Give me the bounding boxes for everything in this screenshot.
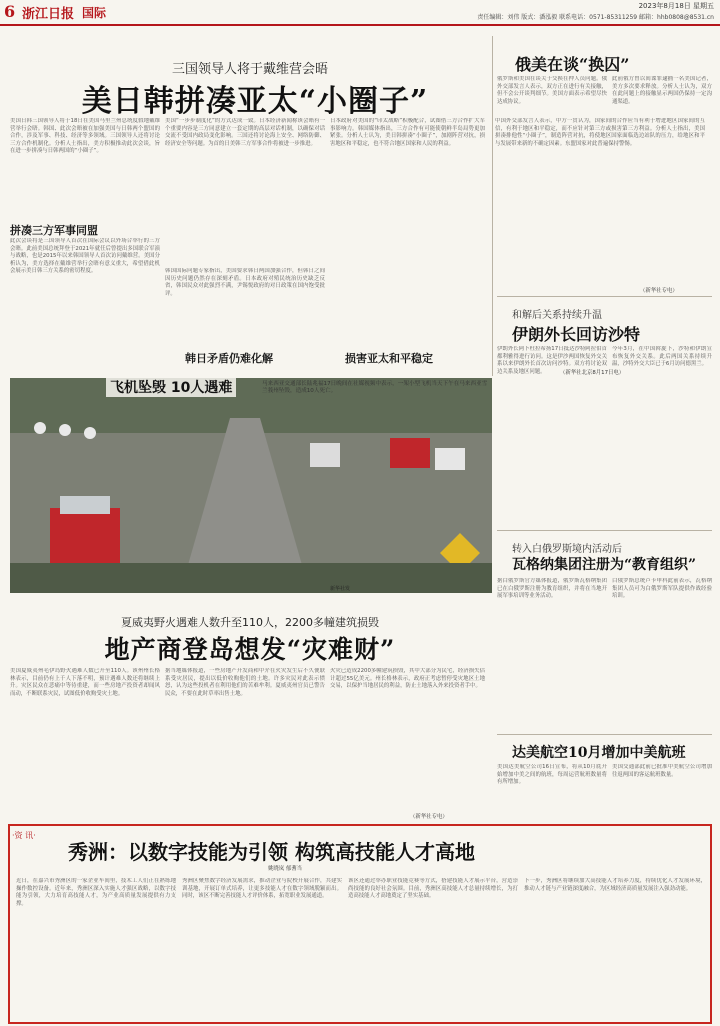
- right-2-body: 伊朗外长阿卜杜拉希扬17日抵达沙特阿拉伯首都利雅得进行访问。这是伊沙两国恢复外交关系以来伊朗外长首次访问沙特。双方将讨论双边关系及地区问题。: [497, 346, 607, 375]
- lead-body: 美国日韩三国领导人将于18日在美国马里兰州总统度假地戴维营举行会晤。韩国、此次会晤被在加强美国与日韩两个盟国的合作，涉及军事、科技、经济等多领域。三国领导人还将讨论三方合作机制化。分析人士指出，美方积极推动此次会谈，旨在进一步拼凑与日韩两国的“小圈子”。: [10, 118, 160, 155]
- section-name: 国际: [82, 6, 107, 20]
- maui-body: 火灾已造成2200多幢建筑损毁，其中大部分为民宅，经济损失估计超过55亿美元。州长格林表示，政府正考虑暂停受灾地区土地交易，以保护当地居民的利益，防止土地落入外来投资者手中。: [330, 668, 485, 690]
- feature-body: 近日，在嘉兴市秀洲区的一家企业车间里，技术工人们正在熟练地操作数控设备。近年来，秀洲区深入实施人才强区战略，以数字技能为引领，大力培育高技能人才，为产业高质量发展提供有力支撑。: [16, 878, 176, 907]
- issue-date: 2023年8月18日 星期五: [638, 2, 714, 10]
- right-4-headline: 达美航空10月增加中美航班: [512, 745, 686, 761]
- right-3-body: 据白俄罗斯官方媒体报道，俄罗斯瓦格纳集团已在白俄罗斯注册为教育组织，并将在当地开展军事培训等业务活动。: [497, 578, 607, 600]
- lead-subhead-2: 韩日矛盾仍难化解: [185, 352, 273, 365]
- crash-photo: [10, 378, 492, 593]
- lead-headline: 美日韩拼凑亚太“小圈子”: [81, 84, 429, 119]
- photo-caption: 马来西亚交通部长陆兆福17日晚间在社媒视频中表示，一架小型飞机当天下午在马来西亚雪兰莪州坠毁，造成10人死亡。: [262, 381, 488, 394]
- section-divider: [497, 530, 712, 531]
- right-2-headline: 伊朗外长回访沙特: [512, 325, 641, 344]
- right-3-kicker: 转入白俄罗斯境内活动后: [512, 544, 622, 555]
- paper-name: 浙江日报: [22, 7, 75, 22]
- feature-body: 下一步，秀洲区将继续加大高技能人才培养力度，持续优化人才发展环境，推动人才链与产业链深度融合，为区域经济高质量发展注入强劲动能。: [524, 878, 706, 892]
- feature-body: 该区还通过举办职业技能竞赛等方式，搭建技能人才展示平台，营造崇尚技能的良好社会氛围。目前，秀洲区高技能人才总量持续增长，为打造高技能人才高地奠定了坚实基础。: [348, 878, 518, 900]
- right-4-body: 美国交通部此前已批准中美航空公司增加往返两国的客运航班数量。: [612, 764, 712, 778]
- maui-kicker: 夏威夷野火遇难人数升至110人，2200多幢建筑损毁: [121, 616, 379, 629]
- lead-body: 此次会谈将是三国领导人首次在国际会议以外场合举行的三方会晤。此前美国总统拜登于2021年就任后曾提出多国联合军演与战略，也是2015年以来韩国领导人首次访问戴维营。美国分析认为，美方选择在戴维营举行会晤有意义重大，希望借此机会展示美日韩三方关系的密切程度。: [10, 238, 160, 275]
- lead-kicker: 三国领导人将于戴维营会晤: [171, 62, 328, 77]
- right-3-body: 白俄罗斯总统卢卡申科此前表示，瓦格纳集团人员可为白俄罗斯军队提供作战经验培训。: [612, 578, 712, 600]
- lead-subhead-3: 损害亚太和平稳定: [345, 352, 433, 365]
- feature-title: 秀洲：以数字技能为引领 构筑高技能人才高地: [68, 840, 475, 864]
- section-divider: [497, 296, 712, 297]
- lead-body: 中国外交部发言人表示，中方一贯认为，国家间的合作应当有利于增进地区国家间的互信，有利于地区和平稳定，而不应针对第三方或损害第三方利益。分析人士指出，美国拼凑排他性“小圈子”，制造阵营对抗，将使地区国家面临选边站队的压力，给地区和平与发展带来新的不确定因素。东盟国家对此普遍保持警惕。: [495, 118, 705, 147]
- right-4-body: 美国达美航空公司16日宣布，将从10月底开始增加中美之间的航班，每周运营航班数量将有所增加。: [497, 764, 607, 786]
- feature-tag: ·资 讯·: [12, 831, 36, 840]
- column-divider: [492, 36, 493, 376]
- masthead: [0, 0, 720, 26]
- crash-scene-image: [10, 378, 492, 593]
- editors-line: 责任编辑：刘伟 版式：潘泓毅 联系电话：0571-85311259 邮箱：hhb0808@8531.cn: [477, 14, 714, 21]
- lead-byline: （新华社北京8月17日电）: [560, 370, 625, 376]
- maui-body: 据当地媒体报道，一些房地产开发商和中介在火灾发生后不久便联系受灾居民，提出以低价收购他们的土地。许多灾民对此表示愤怒，认为这些投机者在利用他们的苦难牟利。夏威夷州官员已警告民众，不要在此时草率出售土地。: [165, 668, 325, 697]
- photo-credit: 新华社发: [330, 586, 351, 592]
- section-divider: [497, 734, 712, 735]
- right-1-byline: （新华社专电）: [640, 288, 678, 294]
- photo-title: 飞机坠毁 10人遇难: [106, 377, 236, 397]
- right-1-body: 此前俄方曾以间谍罪逮捕一名美国记者，美方多次要求释放。分析人士认为，双方在此问题上的接触显示两国仍保持一定沟通渠道。: [612, 76, 712, 105]
- maui-byline: （新华社专电）: [410, 814, 448, 820]
- lead-body: 日本政府对美国的“印太战略”积极配合，试图借三方合作扩大军事影响力。韩国媒体指出，三方合作有可能使朝鲜半岛局势更加紧张。分析人士认为，美日韩拼凑“小圈子”，加剧阵营对抗，损害地区和平稳定，也不符合地区国家和人民的利益。: [330, 118, 485, 147]
- page-number: 6: [4, 2, 16, 21]
- lead-body: 美国“一步步制度化”的方式达成一致。日本经济新闻称该会晤有一个重要内容是三方同意建立一套定期的高层对话机制，以确保对话交流不受国内政局变化影响。三国还将讨论海上安全、网络防御、经济安全等问题。为首的日美韩三方军事合作将被进一步推进。: [165, 118, 325, 147]
- right-1-headline: 俄美在谈“换囚”: [515, 55, 630, 74]
- right-2-body: 今年3月，在中国斡旋下，沙特和伊朗宣布恢复外交关系。此后两国关系持续升温，沙特外交大臣已于6月访问德黑兰。: [612, 346, 712, 368]
- feature-body: 秀洲区聚焦数字经济发展需求，推动企业与院校开展合作，共建实训基地，开展订单式培养，让更多技能人才在数字领域脱颖而出。同时，该区不断完善技能人才评价体系，拓宽职业发展通道。: [182, 878, 342, 900]
- maui-body: 美国夏威夷州毛伊岛野火遇难人数已升至110人。该州州长格林表示，目前仍有上千人下落不明，预计遇难人数还将继续上升。灾区民众在悲痛中等待重建，而一些房地产投资者却闻风而动，不断联系灾民，试图低价收购受灾土地。: [10, 668, 160, 697]
- maui-headline: 地产商登岛想发“灾难财”: [104, 635, 396, 664]
- lead-subhead-1: 拼凑三方军事同盟: [10, 224, 98, 237]
- feature-byline: 姚晓岚 郁蓍当: [268, 866, 303, 872]
- right-2-kicker: 和解后关系持续升温: [512, 310, 602, 321]
- right-3-headline: 瓦格纳集团注册为“教育组织”: [512, 557, 697, 573]
- right-1-body: 俄罗斯和美国在谈关于交换在押人员问题。俄外交部发言人表示，双方正在进行有关接触，但不会公开谈判细节。美国方面表示希望尽快达成协议。: [497, 76, 607, 105]
- lead-body: 韩国国际问题专家指出，美国要求韩日两国加强合作，但韩日之间因历史问题仍然存在深刻矛盾。日本政府对殖民统治历史缺乏反省，韩国民众对此强烈不满，尹锡悦政府的对日政策在国内饱受批评。: [165, 268, 325, 297]
